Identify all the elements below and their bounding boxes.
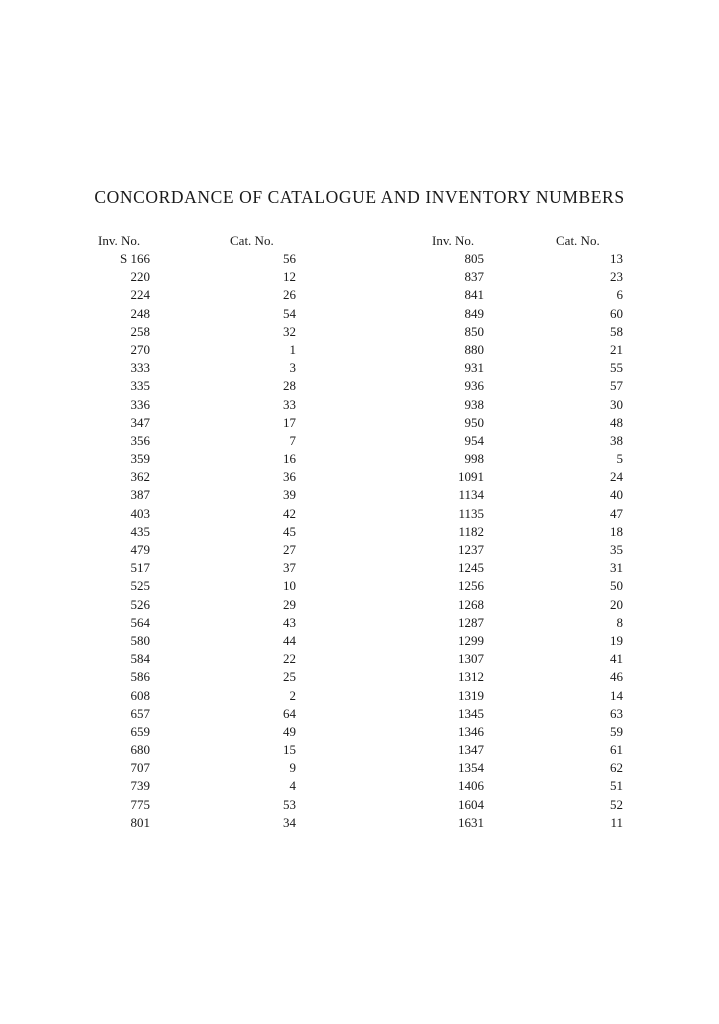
inventory-number-cell: 517 (130, 560, 150, 576)
catalogue-number-cell: 38 (610, 432, 623, 448)
catalogue-number-cell: 59 (610, 723, 623, 739)
inventory-number-cell: 657 (130, 705, 150, 721)
catalogue-number-cell: 16 (283, 451, 296, 467)
catalogue-number-cell: 24 (610, 469, 623, 485)
catalogue-number-cell: 15 (283, 742, 296, 758)
inventory-number-cell: 435 (130, 523, 150, 539)
inventory-number-cell: 998 (464, 451, 484, 467)
catalogue-number-cell: 48 (610, 414, 623, 430)
inventory-number-cell: 1347 (458, 742, 484, 758)
catalogue-number-cell: 10 (283, 578, 296, 594)
catalogue-number-cell: 53 (283, 796, 296, 812)
catalogue-number-cell: 8 (616, 614, 623, 630)
catalogue-number-cell: 42 (283, 505, 296, 521)
inventory-number-cell: 270 (130, 341, 150, 357)
inventory-number-cell: 801 (130, 814, 150, 830)
inventory-number-cell: 1299 (458, 632, 484, 648)
cat-header: Cat. No. (556, 233, 600, 248)
catalogue-number-cell: 34 (283, 814, 296, 830)
inventory-number-cell: 335 (130, 378, 150, 394)
inventory-number-cell: 479 (130, 542, 150, 557)
inventory-number-cell: 525 (130, 578, 150, 594)
catalogue-number-cell: 6 (616, 287, 623, 303)
inventory-number-cell: 1346 (458, 723, 484, 739)
inventory-number-cell: 248 (130, 305, 150, 321)
catalogue-number-cell: 52 (610, 796, 623, 812)
catalogue-number-cell: 31 (610, 560, 623, 576)
inventory-number-cell: 387 (130, 487, 150, 503)
inventory-number-cell: 841 (464, 287, 484, 303)
catalogue-number-cell: 60 (610, 305, 623, 321)
inventory-number-cell: 584 (130, 651, 150, 667)
inventory-number-cell: 347 (130, 414, 150, 430)
inventory-number-cell: 1312 (458, 669, 484, 685)
catalogue-number-cell: 36 (283, 469, 296, 485)
catalogue-number-cell: 46 (610, 669, 623, 685)
catalogue-number-cell: 9 (289, 760, 296, 776)
catalogue-number-cell: 49 (283, 723, 296, 739)
inventory-number-cell: 1354 (458, 760, 484, 776)
page-title: CONCORDANCE OF CATALOGUE AND INVENTORY NUMBERS (94, 187, 625, 207)
inventory-number-cell: 1345 (458, 705, 484, 721)
inventory-number-cell: 880 (464, 341, 484, 357)
inventory-number-cell: 580 (130, 632, 150, 648)
inventory-number-cell: 931 (464, 360, 484, 376)
catalogue-number-cell: 11 (610, 814, 623, 830)
inventory-number-cell: 1237 (458, 542, 484, 557)
inventory-number-cell: 333 (130, 360, 150, 376)
catalogue-number-cell: 55 (610, 360, 623, 376)
inventory-number-cell: 608 (130, 687, 150, 703)
left-cat-column (230, 232, 358, 832)
catalogue-number-cell: 14 (610, 687, 623, 703)
inventory-number-cell: 659 (130, 723, 150, 739)
catalogue-number-cell: 37 (283, 560, 296, 576)
catalogue-number-cell: 3 (289, 360, 296, 376)
left-table (98, 232, 358, 832)
inventory-number-cell: 356 (130, 432, 150, 448)
catalogue-number-cell: 21 (610, 341, 623, 357)
inventory-number-cell: 224 (130, 287, 150, 303)
catalogue-number-cell: 23 (610, 269, 623, 285)
inventory-number-cell: 362 (130, 469, 150, 485)
catalogue-number-cell: 26 (283, 287, 296, 303)
catalogue-number-cell: 47 (610, 505, 623, 521)
inventory-number-cell: S 166 (120, 251, 150, 266)
inventory-number-cell: 837 (464, 269, 484, 285)
inventory-number-cell: 775 (130, 796, 150, 812)
catalogue-number-cell: 43 (283, 614, 296, 630)
catalogue-number-cell: 39 (283, 487, 296, 503)
catalogue-number-cell: 28 (283, 378, 296, 394)
catalogue-number-cell: 57 (610, 378, 623, 394)
catalogue-number-cell: 27 (283, 542, 296, 557)
inventory-number-cell: 1182 (458, 523, 484, 539)
catalogue-number-cell: 2 (289, 687, 296, 703)
inventory-number-cell: 1631 (458, 814, 484, 830)
inventory-number-cell: 1091 (458, 469, 484, 485)
inventory-number-cell: 359 (130, 451, 150, 467)
catalogue-number-cell: 7 (289, 432, 296, 448)
inventory-number-cell: 1604 (458, 796, 484, 812)
inventory-number-cell: 950 (464, 414, 484, 430)
inventory-number-cell: 850 (464, 323, 484, 339)
inventory-number-cell: 739 (130, 778, 150, 794)
right-table (432, 232, 684, 832)
inventory-number-cell: 849 (464, 305, 484, 321)
inventory-number-cell: 936 (464, 378, 484, 394)
inventory-number-cell: 1135 (458, 505, 484, 521)
inventory-number-cell: 1245 (458, 560, 484, 576)
inventory-number-cell: 564 (130, 614, 150, 630)
catalogue-number-cell: 54 (283, 305, 296, 321)
catalogue-number-cell: 51 (610, 778, 623, 794)
inventory-number-cell: 1287 (458, 614, 484, 630)
catalogue-number-cell: 41 (610, 651, 623, 667)
cat-header: Cat. No. (230, 233, 274, 248)
catalogue-number-cell: 25 (283, 669, 296, 685)
catalogue-number-cell: 40 (610, 487, 623, 503)
right-cat-column (556, 232, 684, 832)
catalogue-number-cell: 29 (283, 596, 296, 612)
catalogue-number-cell: 19 (610, 632, 623, 648)
inventory-number-cell: 680 (130, 742, 150, 758)
inventory-number-cell: 1319 (458, 687, 484, 703)
inventory-number-cell: 1406 (458, 778, 484, 794)
catalogue-number-cell: 30 (610, 396, 623, 412)
inventory-number-cell: 938 (464, 396, 484, 412)
inventory-number-cell: 258 (130, 323, 150, 339)
catalogue-number-cell: 5 (616, 451, 623, 467)
catalogue-number-cell: 4 (289, 778, 296, 794)
inventory-number-cell: 707 (130, 760, 150, 776)
catalogue-number-cell: 13 (610, 251, 623, 266)
inventory-number-cell: 1256 (458, 578, 484, 594)
inventory-number-cell: 526 (130, 596, 150, 612)
catalogue-number-cell: 18 (610, 523, 623, 539)
catalogue-number-cell: 1 (289, 341, 296, 357)
inv-header: Inv. No. (432, 233, 475, 248)
inventory-number-cell: 336 (130, 396, 150, 412)
catalogue-number-cell: 20 (610, 596, 623, 612)
catalogue-number-cell: 45 (283, 523, 296, 539)
inv-header: Inv. No. (98, 233, 141, 248)
catalogue-number-cell: 61 (610, 742, 623, 758)
inventory-number-cell: 220 (130, 269, 150, 285)
catalogue-number-cell: 56 (283, 251, 296, 266)
inventory-number-cell: 1134 (458, 487, 484, 503)
catalogue-number-cell: 44 (283, 632, 296, 648)
catalogue-number-cell: 50 (610, 578, 623, 594)
left-inv-column (98, 232, 150, 832)
inventory-number-cell: 586 (130, 669, 150, 685)
catalogue-number-cell: 32 (283, 323, 296, 339)
catalogue-number-cell: 58 (610, 323, 623, 339)
catalogue-number-cell: 35 (610, 542, 623, 557)
inventory-number-cell: 1307 (458, 651, 484, 667)
catalogue-number-cell: 62 (610, 760, 623, 776)
inventory-number-cell: 1268 (458, 596, 484, 612)
right-inv-column (432, 232, 484, 832)
inventory-number-cell: 403 (130, 505, 150, 521)
catalogue-number-cell: 17 (283, 414, 296, 430)
catalogue-number-cell: 22 (283, 651, 296, 667)
catalogue-number-cell: 12 (283, 269, 296, 285)
catalogue-number-cell: 63 (610, 705, 623, 721)
catalogue-number-cell: 33 (283, 396, 296, 412)
inventory-number-cell: 805 (464, 251, 484, 266)
inventory-number-cell: 954 (464, 432, 484, 448)
catalogue-number-cell: 64 (283, 705, 296, 721)
